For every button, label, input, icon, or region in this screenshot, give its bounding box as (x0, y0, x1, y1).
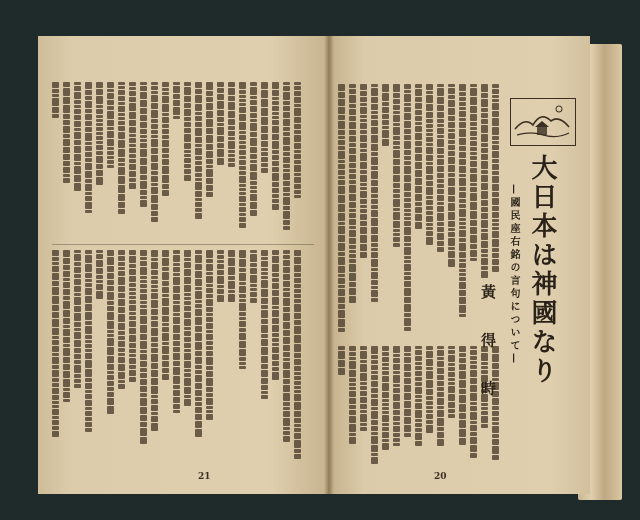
text-line (250, 82, 259, 230)
text-line (404, 346, 413, 464)
text-line (415, 84, 424, 332)
text-line (437, 84, 446, 332)
landscape-vignette-icon (510, 98, 576, 146)
text-line (107, 82, 116, 230)
text-line (360, 346, 369, 464)
text-line (261, 82, 270, 230)
text-line (349, 84, 358, 332)
left-page-upper-text (52, 82, 303, 230)
text-line (371, 84, 380, 332)
text-line (261, 250, 270, 459)
text-line (184, 250, 193, 459)
text-line (349, 346, 358, 464)
text-line (294, 82, 303, 230)
left-page-number: 21 (198, 472, 211, 482)
text-line (63, 82, 72, 230)
text-line (151, 250, 160, 459)
text-line (294, 250, 303, 459)
text-line (283, 82, 292, 230)
text-line (415, 346, 424, 464)
article-subtitle: —國民座右銘の言句について— (508, 184, 519, 366)
text-line (96, 82, 105, 230)
text-line (250, 250, 259, 459)
text-line (272, 250, 281, 459)
text-line (140, 250, 149, 459)
book-gutter (324, 36, 334, 494)
text-line (283, 250, 292, 459)
text-line (393, 346, 402, 464)
text-line (426, 346, 435, 464)
text-line (52, 82, 61, 230)
text-line (382, 346, 391, 464)
text-line (74, 82, 83, 230)
article-title: 大日本は神國なり (527, 154, 557, 386)
text-line (338, 346, 347, 464)
text-line (338, 84, 347, 332)
right-page-upper-text (338, 84, 501, 332)
text-line (371, 346, 380, 464)
text-line (217, 82, 226, 230)
text-line (459, 346, 468, 464)
text-line (96, 250, 105, 459)
left-page-divider (52, 244, 314, 245)
text-line (118, 250, 127, 459)
text-line (206, 82, 215, 230)
text-line (217, 250, 226, 459)
text-line (393, 84, 402, 332)
article-author: 黃 得 時 (479, 284, 497, 410)
text-line (52, 250, 61, 459)
text-line (63, 250, 72, 459)
open-book (30, 26, 608, 496)
text-line (239, 250, 248, 459)
text-line (360, 84, 369, 332)
text-line (162, 250, 171, 459)
text-line (239, 82, 248, 230)
text-line (107, 250, 116, 459)
text-line (437, 346, 446, 464)
text-line (272, 82, 281, 230)
text-line (173, 250, 182, 459)
text-line (195, 250, 204, 459)
text-line (459, 84, 468, 332)
text-line (426, 84, 435, 332)
text-line (184, 82, 193, 230)
text-line (151, 82, 160, 230)
text-line (162, 82, 171, 230)
text-line (118, 82, 127, 230)
text-line (140, 82, 149, 230)
text-line (129, 82, 138, 230)
text-line (195, 82, 204, 230)
right-page (328, 36, 590, 494)
text-line (129, 250, 138, 459)
left-page-lower-text (52, 250, 303, 459)
text-line (228, 250, 237, 459)
left-page (38, 36, 328, 494)
text-line (382, 84, 391, 332)
text-line (206, 250, 215, 459)
text-line (85, 250, 94, 459)
text-line (228, 82, 237, 230)
right-page-number: 20 (434, 472, 447, 482)
right-page-lower-text (338, 346, 501, 464)
text-line (448, 346, 457, 464)
text-line (74, 250, 83, 459)
text-line (85, 82, 94, 230)
text-line (173, 82, 182, 230)
text-line (448, 84, 457, 332)
text-line (404, 84, 413, 332)
